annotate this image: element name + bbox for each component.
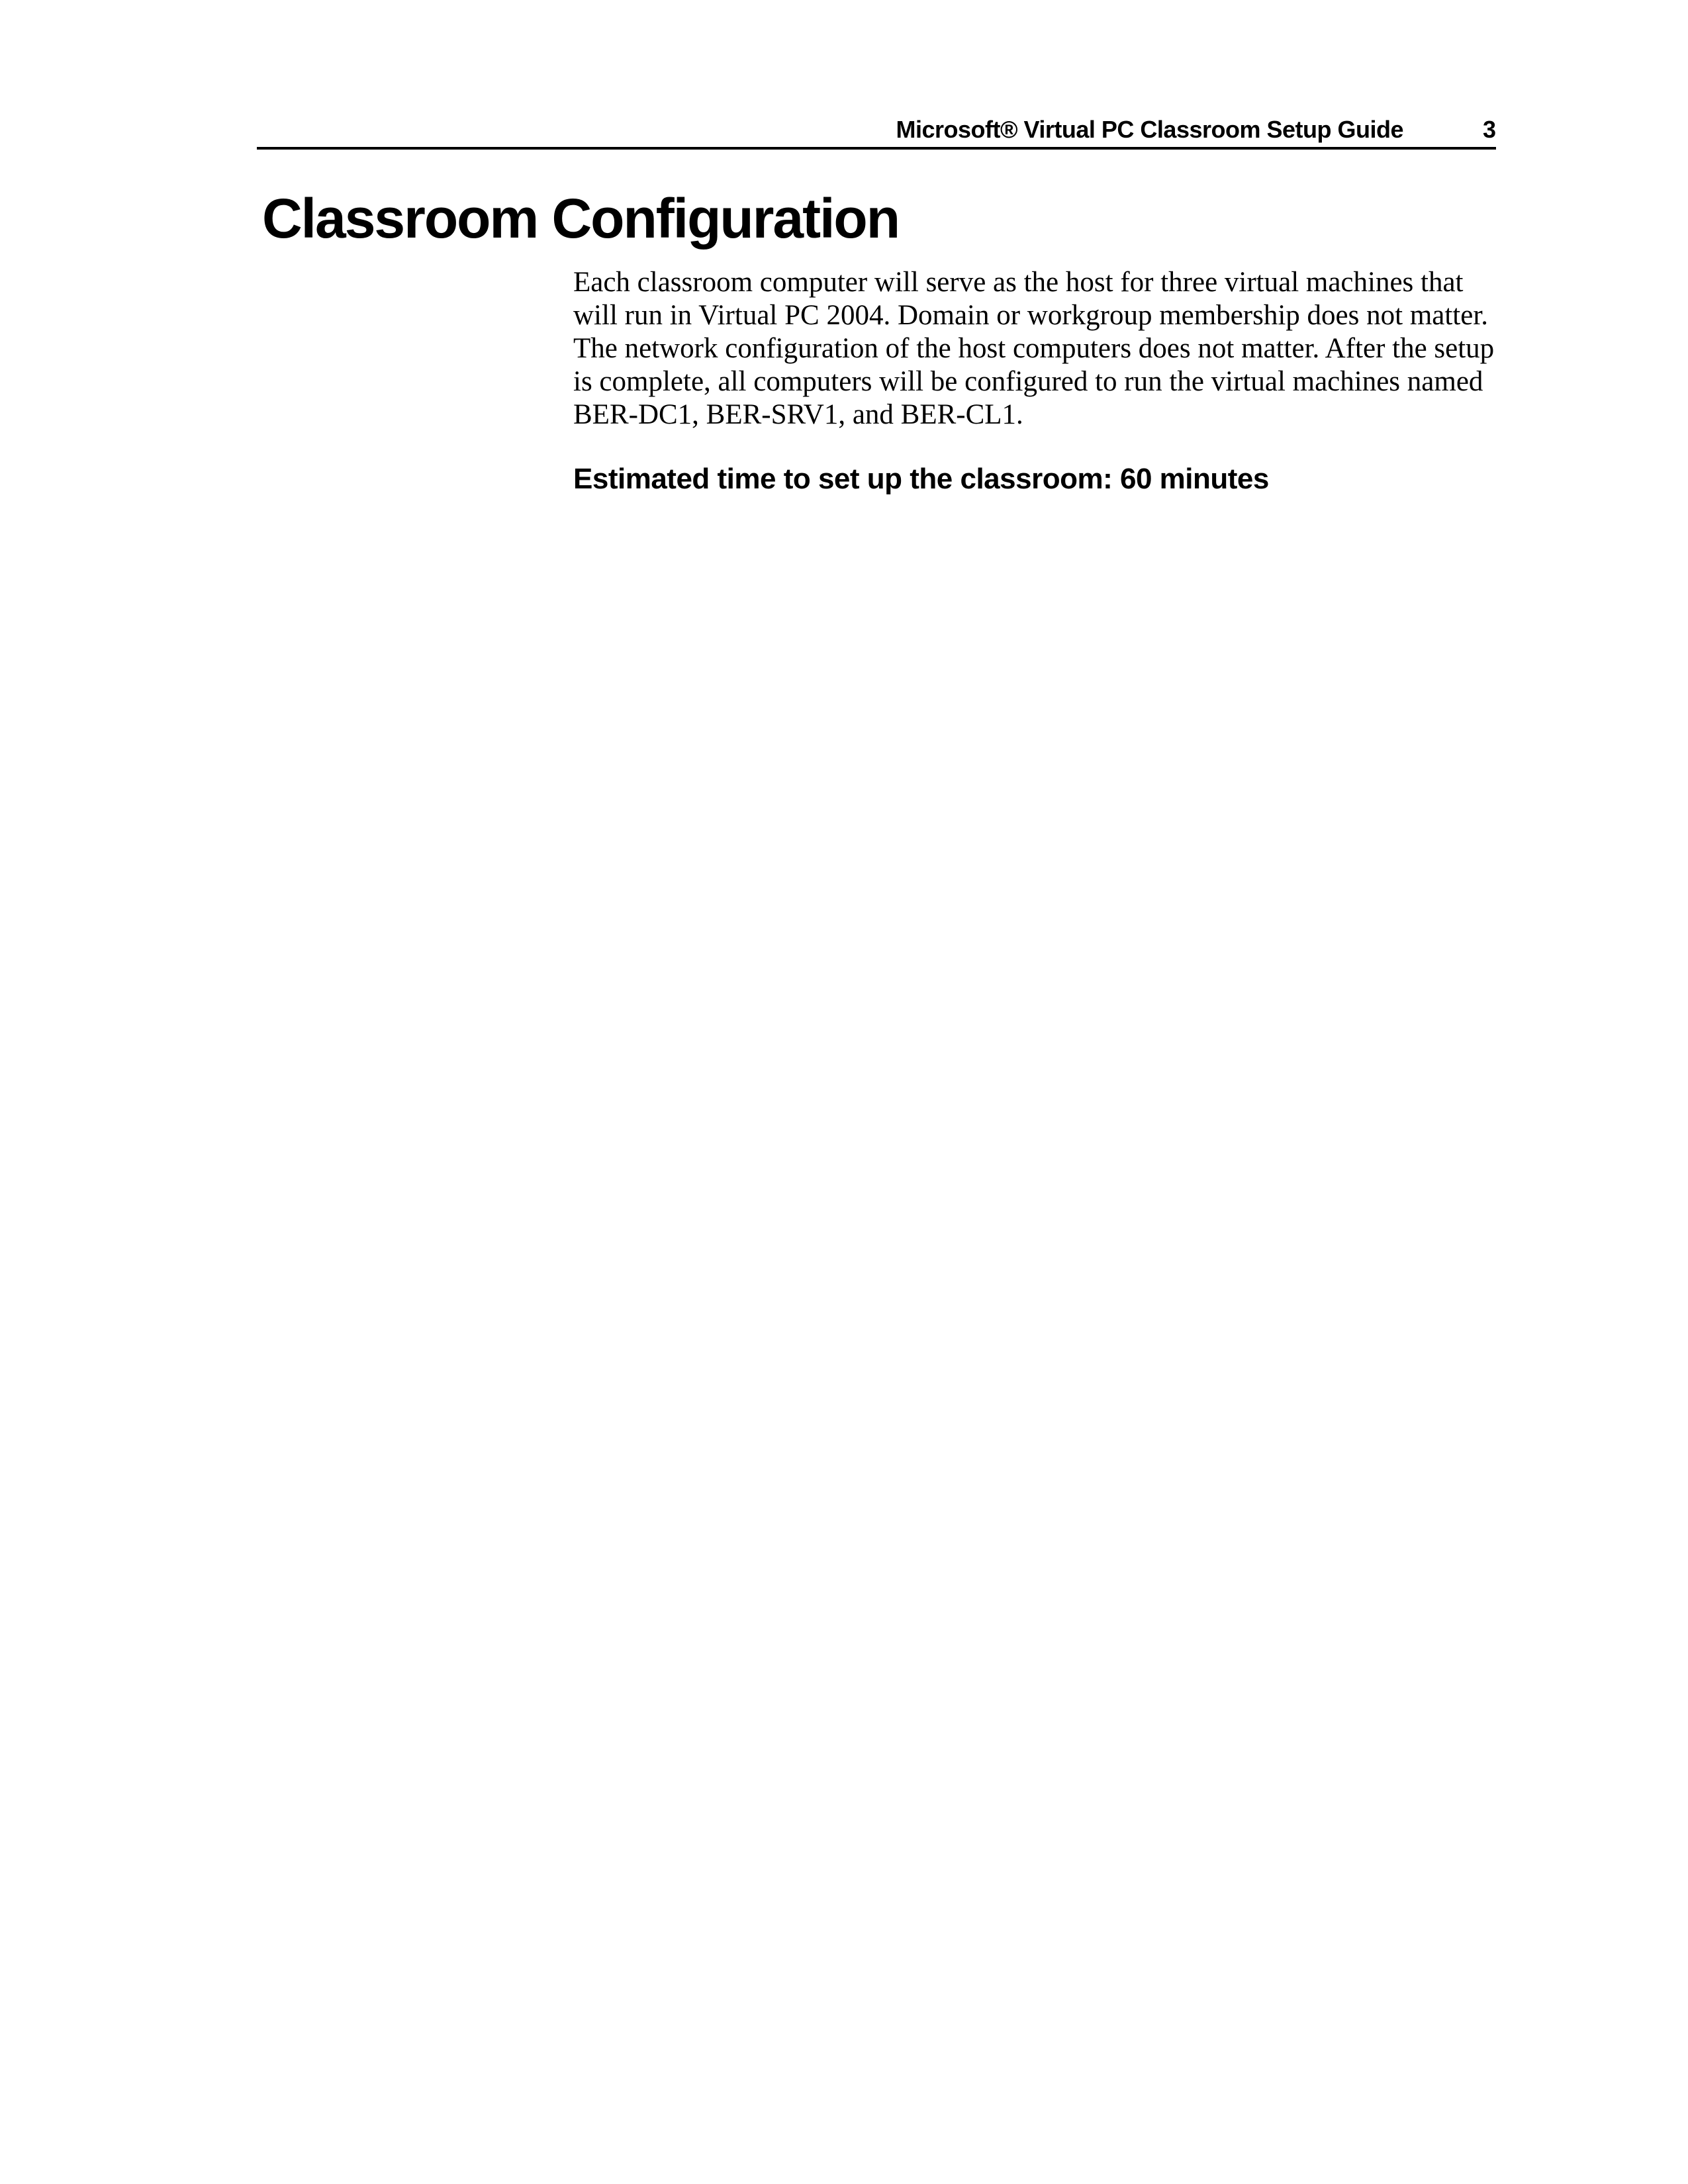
body-paragraph: Each classroom computer will serve as the host for three virtual machines that will run in Virtual PC 2004. Domain or workgroup membership does not matter. The network configuration of the host computers does not matter. After the setup is complete, all computers will be configured to run the virtual machines named BER-DC1, BER-SRV1, and BER-CL1. xyxy=(573,267,1495,430)
section-title: Classroom Configuration xyxy=(262,187,900,250)
running-header xyxy=(257,111,1496,150)
estimated-time-heading: Estimated time to set up the classroom: 60 minutes xyxy=(573,463,1269,495)
page-number: 3 xyxy=(1482,116,1496,143)
header-title: Microsoft® Virtual PC Classroom Setup Guide xyxy=(896,116,1403,143)
